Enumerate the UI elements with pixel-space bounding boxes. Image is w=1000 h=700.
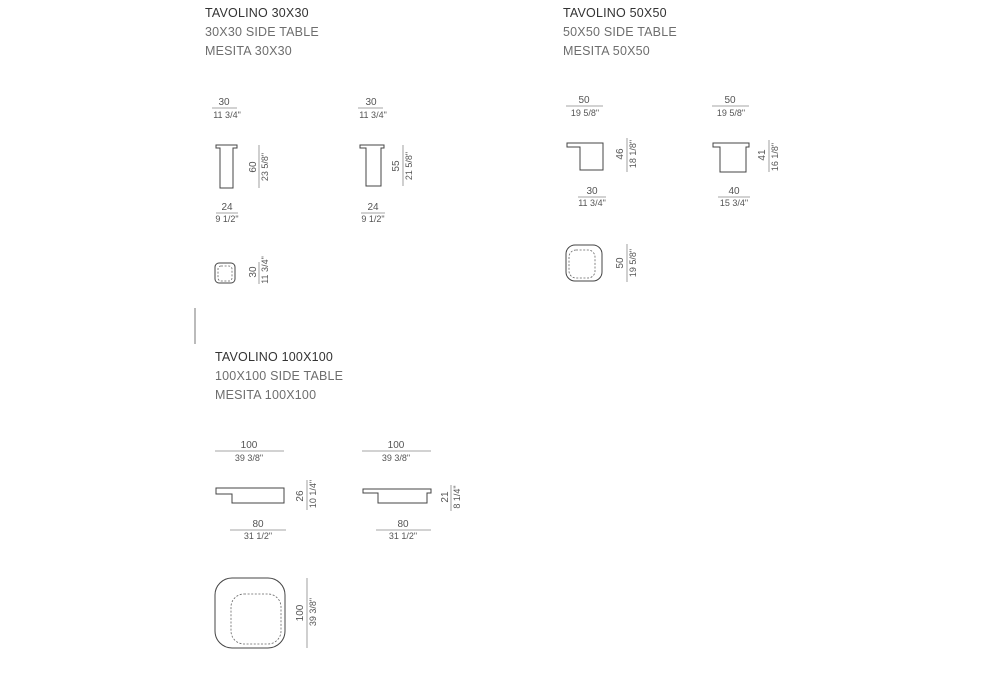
t30-a-width-in: 11 3/4" bbox=[213, 110, 241, 120]
t30-b-width-cm: 30 bbox=[365, 97, 377, 108]
t100-b-width-in: 39 3/8" bbox=[381, 453, 411, 463]
t100-a-width-cm: 100 bbox=[240, 440, 258, 451]
t50-plan-base bbox=[569, 250, 595, 278]
t30-b-height-cm: 55 bbox=[391, 160, 402, 172]
subtitle-es-100x100: MESITA 100X100 bbox=[215, 388, 317, 402]
t30-plan-view bbox=[215, 256, 270, 284]
t50-a-base-in: 11 3/4" bbox=[578, 198, 606, 208]
t100-elevation-a bbox=[215, 440, 318, 541]
t100-b-base-in: 31 1/2" bbox=[388, 531, 418, 541]
t100-b-height-in: 8 1/4" bbox=[452, 485, 462, 509]
title-tavolino-30x30: TAVOLINO 30X30 bbox=[205, 6, 309, 20]
t100-a-base-in: 31 1/2" bbox=[243, 531, 273, 541]
t50-a-height-cm: 46 bbox=[615, 148, 626, 160]
t30-a-table-outline bbox=[216, 145, 237, 188]
t30-a-base-in: 9 1/2" bbox=[215, 214, 239, 224]
title-tavolino-100x100: TAVOLINO 100X100 bbox=[215, 350, 334, 364]
t50-b-height-in: 16 1/8" bbox=[770, 142, 780, 172]
t30-b-base-cm: 24 bbox=[367, 202, 379, 213]
t100-plan-base bbox=[231, 594, 281, 644]
t50-top-in: 19 5/8" bbox=[628, 248, 638, 278]
t50-a-table-outline bbox=[567, 143, 603, 170]
subtitle-en-30x30: 30X30 SIDE TABLE bbox=[205, 25, 319, 39]
t50-elevation-b bbox=[712, 95, 780, 208]
t50-b-base-in: 15 3/4" bbox=[719, 198, 749, 208]
subtitle-en-100x100: 100X100 SIDE TABLE bbox=[215, 369, 344, 383]
subtitle-es-50x50: MESITA 50X50 bbox=[563, 44, 650, 58]
t100-a-base-cm: 80 bbox=[252, 519, 264, 530]
t100-b-height-cm: 21 bbox=[440, 491, 451, 503]
title-tavolino-50x50: TAVOLINO 50X50 bbox=[563, 6, 667, 20]
t50-elevation-a bbox=[566, 95, 638, 208]
subtitle-es-30x30: MESITA 30X30 bbox=[205, 44, 292, 58]
t50-top-cm: 50 bbox=[615, 257, 626, 269]
subtitle-en-50x50: 50X50 SIDE TABLE bbox=[563, 25, 677, 39]
t30-b-base-in: 9 1/2" bbox=[361, 214, 385, 224]
t50-a-height-in: 18 1/8" bbox=[628, 139, 638, 169]
t100-b-table-outline bbox=[363, 489, 431, 503]
t30-b-width-in: 11 3/4" bbox=[359, 110, 387, 120]
t30-a-width-cm: 30 bbox=[218, 97, 230, 108]
t30-elevation-b bbox=[358, 97, 414, 224]
t100-top-in: 39 3/8" bbox=[308, 597, 318, 627]
t30-a-base-cm: 24 bbox=[221, 202, 233, 213]
t100-a-height-cm: 26 bbox=[295, 490, 306, 502]
t30-b-height-in: 21 5/8" bbox=[404, 151, 414, 181]
t100-a-table-outline bbox=[216, 488, 284, 503]
t100-b-width-cm: 100 bbox=[387, 440, 405, 451]
t50-a-width-cm: 50 bbox=[578, 95, 590, 106]
t30-elevation-a bbox=[212, 97, 270, 224]
t50-a-width-in: 19 5/8" bbox=[570, 108, 600, 118]
t30-b-table-outline bbox=[360, 145, 384, 186]
t50-a-base-cm: 30 bbox=[586, 186, 598, 197]
t100-a-height-in: 10 1/4" bbox=[308, 479, 318, 509]
t30-a-height-in: 23 5/8" bbox=[260, 152, 270, 182]
t100-b-base-cm: 80 bbox=[397, 519, 409, 530]
t100-top-cm: 100 bbox=[295, 604, 306, 622]
t30-top-cm: 30 bbox=[248, 266, 259, 278]
t100-plan-view bbox=[215, 578, 318, 648]
t50-plan-view bbox=[566, 244, 638, 282]
t100-plan-top bbox=[215, 578, 285, 648]
t50-b-width-in: 19 5/8" bbox=[716, 108, 746, 118]
t50-b-width-cm: 50 bbox=[724, 95, 736, 106]
t100-elevation-b bbox=[362, 440, 462, 541]
t50-b-base-cm: 40 bbox=[728, 186, 740, 197]
t100-a-width-in: 39 3/8" bbox=[234, 453, 264, 463]
t30-plan-base bbox=[218, 266, 232, 281]
t30-top-in: 11 3/4" bbox=[260, 256, 270, 284]
t50-b-table-outline bbox=[713, 143, 749, 172]
t50-b-height-cm: 41 bbox=[757, 149, 768, 161]
t30-a-height-cm: 60 bbox=[248, 161, 259, 173]
